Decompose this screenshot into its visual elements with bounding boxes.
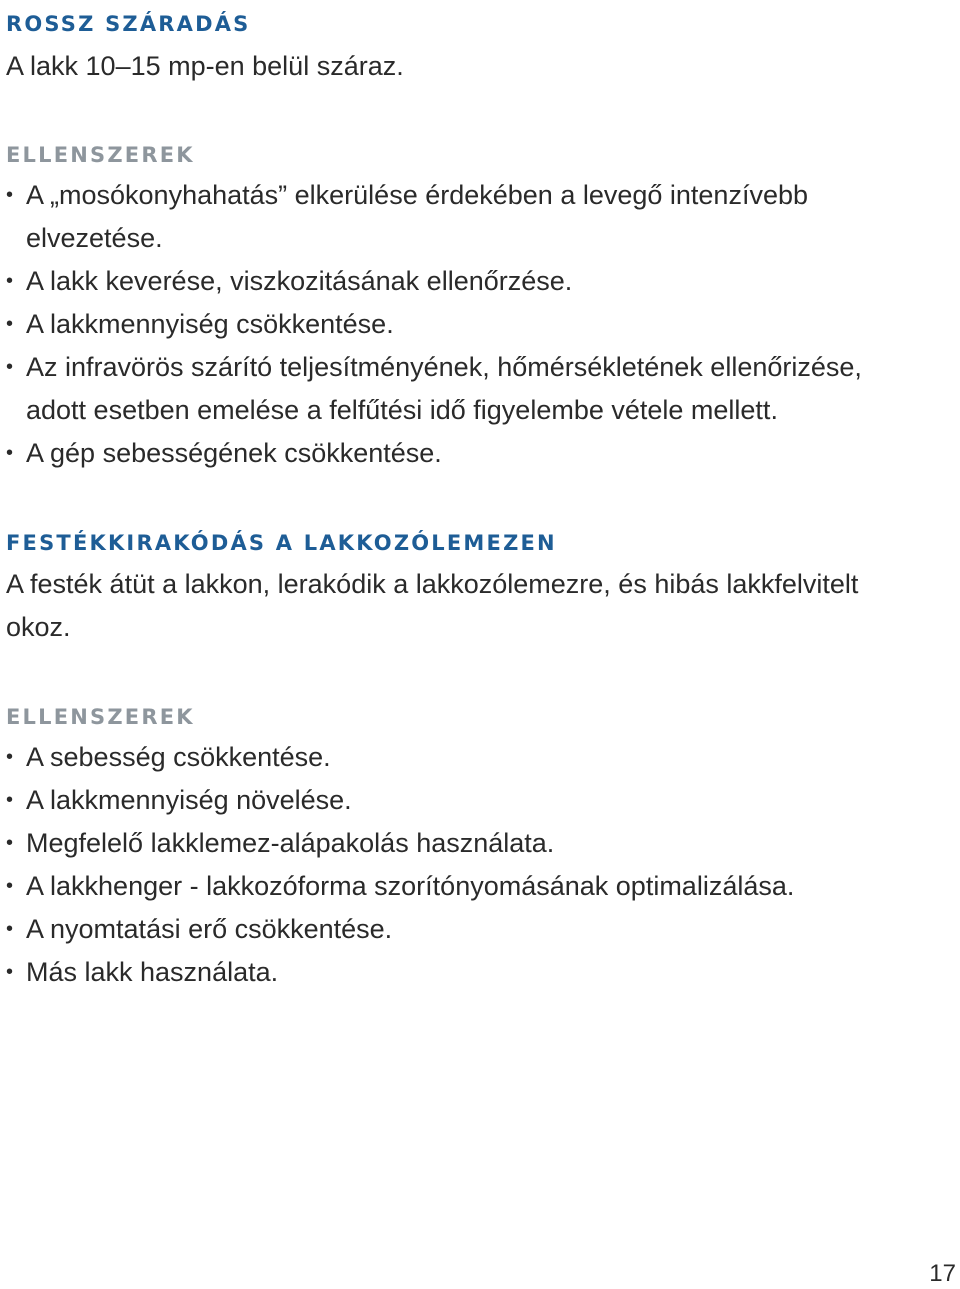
list-item: • A gép sebességének csökkentése.: [6, 432, 926, 475]
remedies-heading-1: ELLENSZEREK: [6, 143, 195, 167]
list-item: • A lakkmennyiség növelése.: [6, 779, 926, 822]
bullet-icon: •: [6, 961, 14, 983]
section-heading-bad-drying: ROSSZ SZÁRADÁS: [6, 12, 251, 36]
list-item: • Más lakk használata.: [6, 951, 926, 994]
section-text-bad-drying: A lakk 10–15 mp-en belül száraz.: [6, 51, 404, 81]
bullet-icon: •: [6, 789, 14, 811]
list-item: • Megfelelő lakklemez-alápakolás használata.: [6, 822, 926, 865]
page-number: 17: [929, 1260, 956, 1287]
bullet-icon: •: [6, 270, 14, 292]
bullet-icon: •: [6, 184, 14, 206]
bullet-icon: •: [6, 746, 14, 768]
remedies-list-1: [6, 174, 926, 475]
remedies-heading-2: ELLENSZEREK: [6, 705, 195, 729]
bullet-icon: •: [6, 313, 14, 335]
list-item: • A nyomtatási erő csökkentése.: [6, 908, 926, 951]
remedies-list-2: [6, 736, 926, 994]
section-heading-ink-setoff: FESTÉKKIRAKÓDÁS A LAKKOZÓLEMEZEN: [6, 531, 557, 555]
list-item: • A sebesség csökkentése.: [6, 736, 926, 779]
list-item: • A lakkhenger - lakkozóforma szorítónyomásának optimalizálása.: [6, 865, 926, 908]
list-item: • A lakk keverése, viszkozitásának ellenőrzése.: [6, 260, 926, 303]
list-item: • A „mosókonyhahatás” elkerülése érdekében a levegő intenzívebb elvezetése.: [6, 174, 926, 260]
list-item: • A lakkmennyiség csökkentése.: [6, 303, 926, 346]
bullet-icon: •: [6, 875, 14, 897]
bullet-icon: •: [6, 918, 14, 940]
bullet-icon: •: [6, 832, 14, 854]
bullet-icon: •: [6, 356, 14, 378]
section-text-ink-setoff: A festék átüt a lakkon, lerakódik a lakkozólemezre, és hibás lakkfelvitelt okoz.: [6, 569, 859, 642]
bullet-icon: •: [6, 442, 14, 464]
list-item: • Az infravörös szárító teljesítményének, hőmérsékletének ellenőrizése, adott esetben emelése a felfűtési idő figyelembe vétele mellett.: [6, 346, 926, 432]
